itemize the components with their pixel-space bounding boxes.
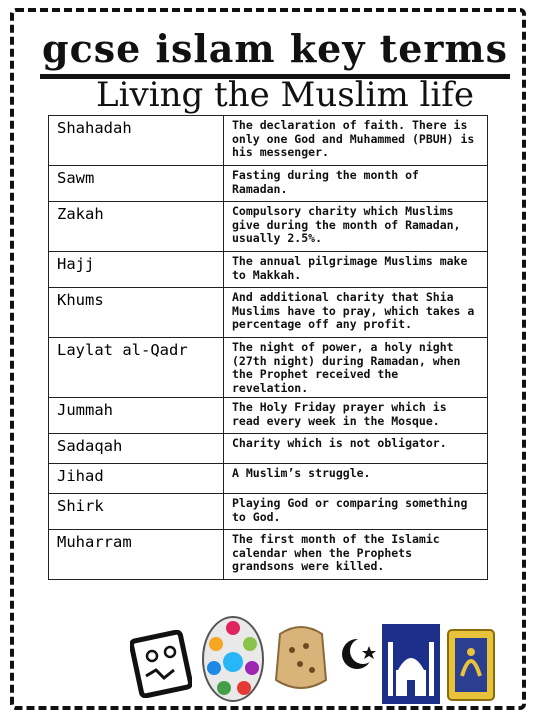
table-row xyxy=(49,116,488,166)
page-title: gcse islam key terms xyxy=(40,24,510,79)
definition-cell: The first month of the Islamic calendar when the Prophets grandsons were killed. xyxy=(224,530,488,580)
table-row xyxy=(49,434,488,464)
term-cell: Shirk xyxy=(49,494,224,530)
icon-strip xyxy=(130,610,500,710)
key-terms-table xyxy=(48,115,488,580)
table-row xyxy=(49,464,488,494)
color-palette-icon xyxy=(200,614,266,704)
emblem-badge-icon xyxy=(446,628,496,702)
definition-cell: The declaration of faith. There is only one God and Muhammed (PBUH) is his messenger. xyxy=(224,116,488,166)
table-row xyxy=(49,288,488,338)
term-cell: Jihad xyxy=(49,464,224,494)
definition-cell: The Holy Friday prayer which is read every week in the Mosque. xyxy=(224,398,488,434)
table-row xyxy=(49,252,488,288)
bread-food-icon xyxy=(270,620,332,696)
term-cell: Zakah xyxy=(49,202,224,252)
table-row xyxy=(49,530,488,580)
definition-cell: Playing God or comparing something to God. xyxy=(224,494,488,530)
term-cell: Sadaqah xyxy=(49,434,224,464)
table-row xyxy=(49,338,488,398)
term-cell: Muharram xyxy=(49,530,224,580)
term-cell: Jummah xyxy=(49,398,224,434)
term-cell: Sawm xyxy=(49,166,224,202)
term-cell: Hajj xyxy=(49,252,224,288)
table-row xyxy=(49,398,488,434)
definition-cell: And additional charity that Shia Muslims have to pray, which takes a percentage off any profit. xyxy=(224,288,488,338)
term-cell: Khums xyxy=(49,288,224,338)
definition-cell: Fasting during the month of Ramadan. xyxy=(224,166,488,202)
definition-cell: A Muslim’s struggle. xyxy=(224,464,488,494)
page-subtitle: Living the Muslim life xyxy=(96,75,474,115)
term-cell: Shahadah xyxy=(49,116,224,166)
table-row xyxy=(49,202,488,252)
definition-cell: The night of power, a holy night (27th night) during Ramadan, when the Prophet received the revelation. xyxy=(224,338,488,398)
term-cell: Laylat al-Qadr xyxy=(49,338,224,398)
table-row xyxy=(49,494,488,530)
definition-cell: Charity which is not obligator. xyxy=(224,434,488,464)
table-row xyxy=(49,166,488,202)
definition-cell: Compulsory charity which Muslims give during the month of Ramadan, usually 2.5%. xyxy=(224,202,488,252)
mosque-icon xyxy=(382,624,440,704)
definition-cell: The annual pilgrimage Muslims make to Makkah. xyxy=(224,252,488,288)
crescent-star-icon xyxy=(340,632,378,676)
pictogram-symbols-icon xyxy=(130,630,192,698)
